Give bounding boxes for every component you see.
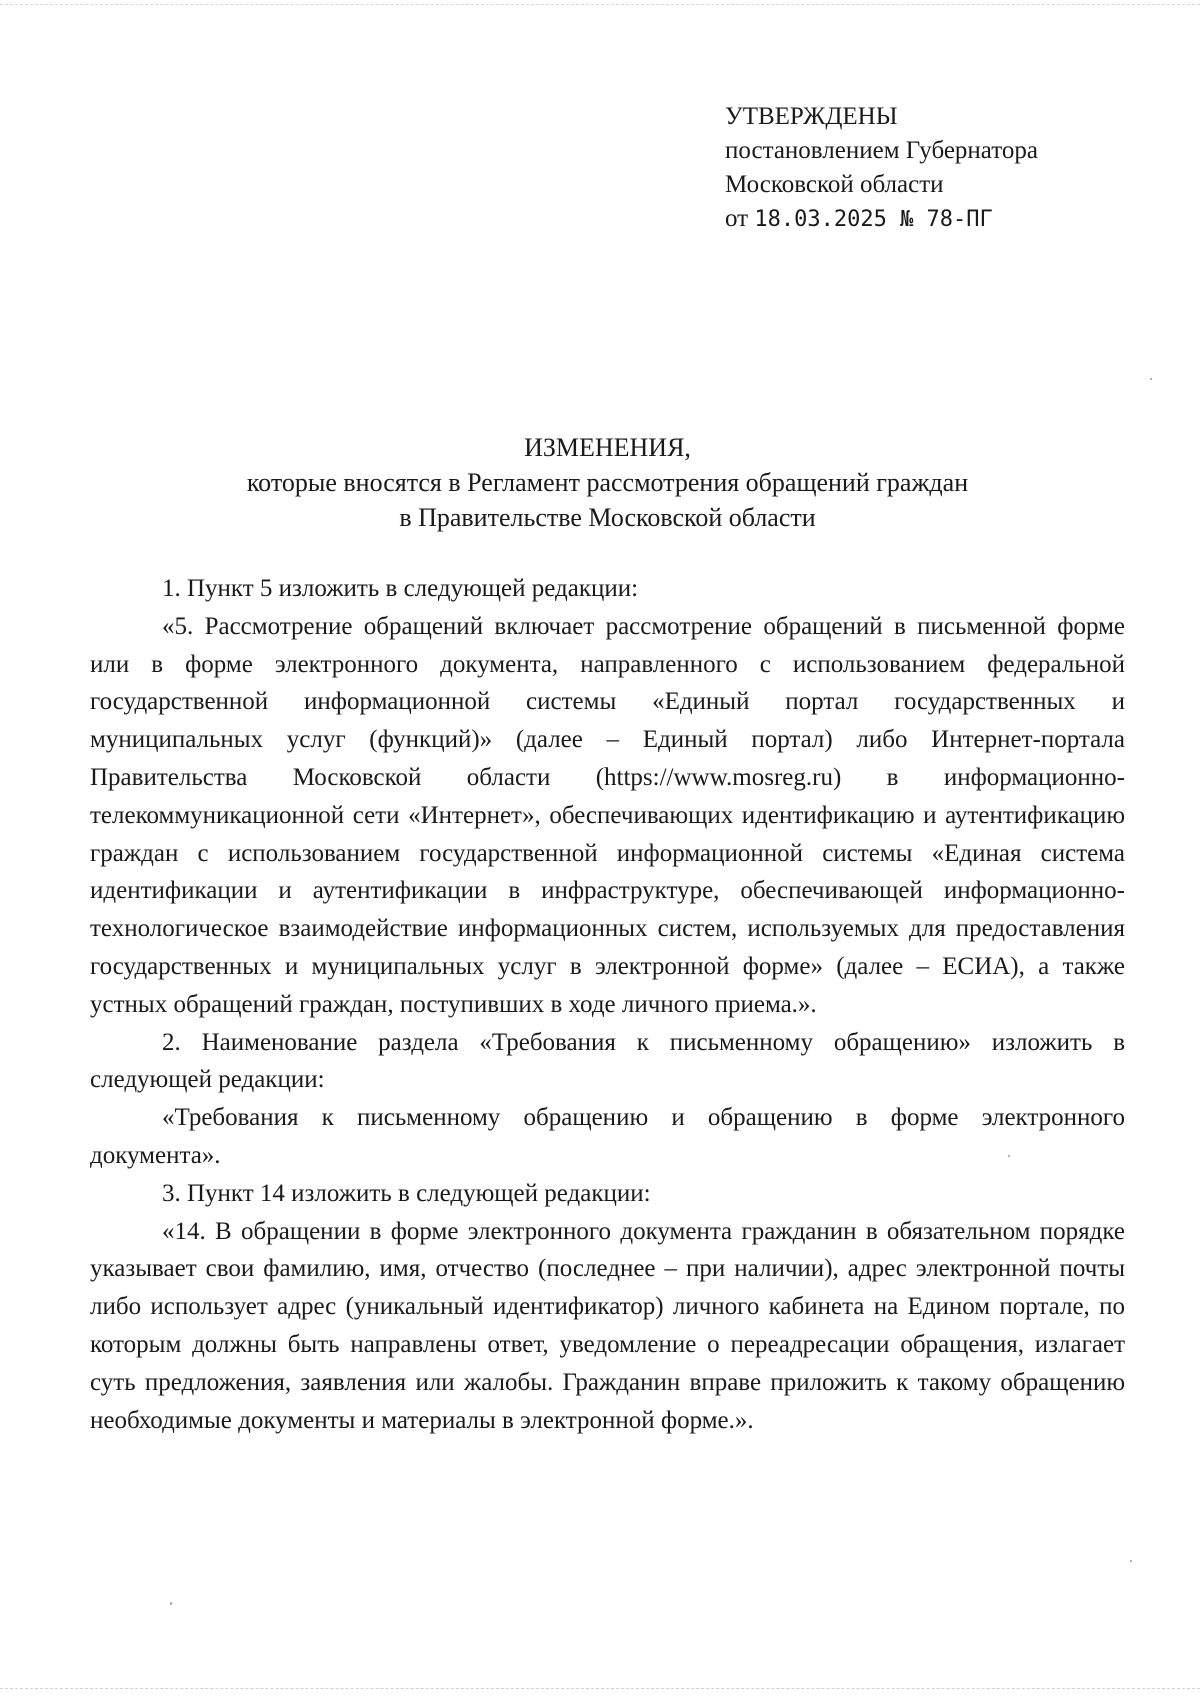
paragraph-item-3: 3. Пункт 14 изложить в следующей редакции: xyxy=(162,1179,651,1207)
document-body xyxy=(90,570,1125,1439)
paragraph-point-5-text: «5. Рассмотрение обращений включает рассмотрение обращений в письменной форме или в форме электронного документа, направленного с использованием федеральной государственной информационной системы «Единый портал государственных и муниципальных услуг (функций)» (далее – Единый портал) либо Интернет-портала Правительства Московской области (https://www.mosreg.ru) в информационно-телекоммуникационной сети «Интернет», обеспечивающих идентификацию и аутентификацию граждан с использованием государственной информационной системы «Единая система идентификации и аутентификации в инфраструктуре, обеспечивающей информационно-технологическое взаимодействие информационных систем, используемых для предоставления государственных и муниципальных услуг в электронной форме» (далее – ЕСИА), а также устных обращений граждан, поступивших в ходе личного приема.». xyxy=(90,612,1125,1018)
heading-title: ИЗМЕНЕНИЯ, xyxy=(524,433,691,462)
approval-date-line xyxy=(725,202,1038,237)
document-heading xyxy=(90,430,1125,535)
approval-block xyxy=(725,100,1038,237)
heading-subtitle-line-1: которые вносятся в Регламент рассмотрения обращений граждан xyxy=(246,468,969,497)
scan-edge-top xyxy=(0,4,1200,5)
approval-date-number: 18.03.2025 № 78-ПГ xyxy=(754,207,993,232)
paragraph-point-14-text: «14. В обращении в форме электронного документа гражданин в обязательном порядке указывает свои фамилию, имя, отчество (последнее – при наличии), адрес электронной почты либо использует адрес (уникальный идентификатор) личного кабинета на Едином портале, по которым должны быть направлены ответ, уведомление о переадресации обращения, излагает суть предложения, заявления или жалобы. Гражданин вправе приложить к такому обращению необходимые документы и материалы в электронной форме.». xyxy=(90,1217,1125,1434)
approval-title: УТВЕРЖДЕНЫ xyxy=(725,103,898,130)
scan-edge-bottom xyxy=(0,1688,1200,1689)
heading-subtitle-line-2: в Правительстве Московской области xyxy=(399,503,816,532)
approval-decree-line: постановлением Губернатора xyxy=(725,137,1038,164)
approval-region-line: Московской области xyxy=(725,171,944,198)
paragraph-item-1: 1. Пункт 5 изложить в следующей редакции: xyxy=(162,575,639,602)
approval-date-prefix: от xyxy=(725,205,755,232)
paragraph-section-name: «Требования к письменному обращению и обращению в форме электронного документа». xyxy=(90,1104,1125,1169)
paragraph-item-2: 2. Наименование раздела «Требования к письменному обращению» изложить в следующей редакции: xyxy=(90,1028,1125,1094)
